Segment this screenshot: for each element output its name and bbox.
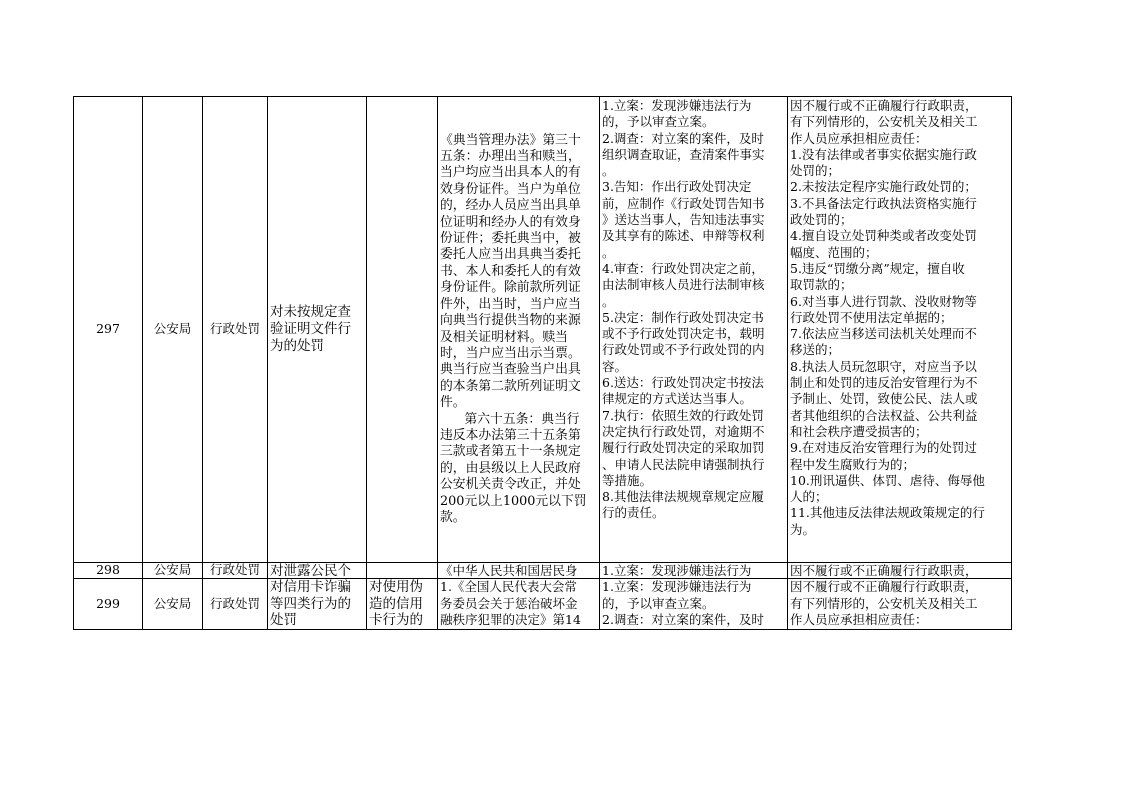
cell-dept: 公安局 xyxy=(142,562,203,579)
cell-basis: 《中华人民共和国居民身 xyxy=(437,562,600,579)
cell-subitem: 对使用伪 造的信用 卡行为的 xyxy=(366,578,438,630)
cell-dept: 公安局 xyxy=(142,96,203,563)
cell-no: 298 xyxy=(73,562,143,579)
cell-no: 297 xyxy=(73,96,143,563)
cell-dept: 公安局 xyxy=(142,578,203,630)
cell-procedure: 1.立案：发现涉嫌违法行为 的，予以审查立案。 2.调查：对立案的案件，及时 组织调查取证，查清案件事实 。 3.告知：作出行政处罚决定 前，应制作《行政处罚告知书 》送达当事人，告知违法事实 及其享有的陈述、申辩等权利 。 4.审查：行政处罚决定之前， 由法制审核人员进行法制审核 。 5.决定：制作行政处罚决定书 或不予行政处罚决定书，载明 行政处罚或不予行政处罚的内 容。 6.送达：行政处罚决定书按法 律规定的方式送达当事人。 7.执行：依照生效的行政处罚 决定执行行政处罚，对逾期不 履行行政处罚决定的采取加罚 、申请人民法院申请强制执行 等措施。 8.其他法律法规规章规定应履 行的责任。 xyxy=(599,96,788,563)
cell-subitem xyxy=(366,96,438,563)
cell-no: 299 xyxy=(73,578,143,630)
cell-item: 对信用卡诈骗 等四类行为的 处罚 xyxy=(267,578,367,630)
cell-procedure: 1.立案：发现涉嫌违法行为 的，予以审查立案。 2.调查：对立案的案件，及时 xyxy=(599,578,788,630)
cell-item: 对未按规定查 验证明文件行 为的处罚 xyxy=(267,96,367,563)
cell-category: 行政处罚 xyxy=(202,578,268,630)
cell-category: 行政处罚 xyxy=(202,96,268,563)
cell-liability: 因不履行或不正确履行行政职责， xyxy=(787,562,1012,579)
cell-item: 对泄露公民个 xyxy=(267,562,367,579)
cell-basis: 《典当管理办法》第三十 五条：办理出当和赎当， 当户均应当出具本人的有 效身份证件。当户为单位 的，经办人员应当出具单 位证明和经办人的有效身 份证件；委托典当中，被 委托人应当出具典当委托 书、本人和委托人的有效 身份证件。除前款所列证 件外，出当时，当户应当 向典当行提供当物的来源 及相关证明材料。赎当 时，当户应当出示当票。 典当行应当查验当户出具 的本条第二款所列证明文 件。 第六十五条：典当行 违反本办法第三十五条第 三款或者第五十一条规定 的，由县级以上人民政府 公安机关责令改正，并处 200元以上1000元以下罚 款。 xyxy=(437,96,600,563)
cell-liability: 因不履行或不正确履行行政职责， 有下列情形的，公安机关及相关工 作人员应承担相应责任： xyxy=(787,578,1012,630)
cell-basis: 1.《全国人民代表大会常 务委员会关于惩治破坏金 融秩序犯罪的决定》第14 xyxy=(437,578,600,630)
cell-procedure: 1.立案：发现涉嫌违法行为 xyxy=(599,562,788,579)
cell-liability: 因不履行或不正确履行行政职责， 有下列情形的，公安机关及相关工 作人员应承担相应责任： 1.没有法律或者事实依据实施行政 处罚的； 2.未按法定程序实施行政处罚的； 3.不具备法定行政执法资格实施行 政处罚的； 4.擅自设立处罚种类或者改变处罚 幅度、范围的； 5.违反“罚缴分离”规定，擅自收 取罚款的； 6.对当事人进行罚款、没收财物等 行政处罚不使用法定单据的； 7.依法应当移送司法机关处理而不 移送的； 8.执法人员玩忽职守，对应当予以 制止和处罚的违反治安管理行为不 予制止、处罚，致使公民、法人或 者其他组织的合法权益、公共利益 和社会秩序遭受损害的； 9.在对违反治安管理行为的处罚过 程中发生腐败行为的； 10.刑讯逼供、体罚、虐待、侮辱他 人的； 11.其他违反法律法规政策规定的行 为。 xyxy=(787,96,1012,563)
cell-subitem xyxy=(366,562,438,579)
cell-category: 行政处罚 xyxy=(202,562,268,579)
